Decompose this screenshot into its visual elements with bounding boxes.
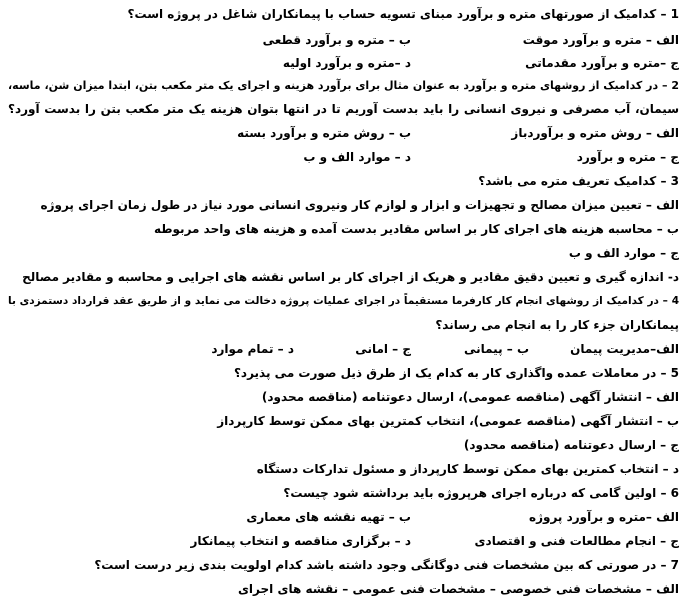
q1-option-a[interactable]: الف – متره و برآورد موقت — [522, 33, 679, 47]
q3-option-a[interactable]: الف – تعیین میزان مصالح و تجهیزات و ابزار و لوازم کار ونیروی انسانی مورد نیاز در طول زمان اجرای پروژه — [40, 198, 679, 212]
q4-option-a[interactable]: الف–مدیریت پیمان — [570, 342, 679, 356]
question-6: 6 – اولین گامی که درباره اجرای هرپروژه باید برداشته شود چیست؟ — [283, 486, 679, 500]
q6-option-c[interactable]: ج – انجام مطالعات فنی و اقتصادی — [474, 534, 679, 548]
question-1-options-row-2 — [8, 52, 679, 74]
q6-option-a[interactable]: الف –متره و برآورد پروژه — [529, 510, 679, 524]
question-1: 1 – کدامیک از صورتهای متره و برآورد مبنای تسویه حساب با پیمانکاران شاغل در پروژه است؟ — [127, 7, 679, 21]
q5-option-c[interactable]: ج – ارسال دعوتنامه (مناقصه محدود) — [463, 438, 679, 452]
q1-option-c[interactable]: ج –متره و برآورد مقدماتی — [525, 56, 679, 70]
q2-option-d[interactable]: د – موارد الف و ب — [303, 150, 411, 164]
q1-option-b[interactable]: ب – متره و برآورد قطعی — [262, 33, 411, 47]
question-4-options — [8, 338, 679, 360]
question-3: 3 – کدامیک تعریف متره می باشد؟ — [478, 174, 679, 188]
q4-option-c[interactable]: ج – امانی — [355, 342, 411, 356]
q5-option-d[interactable]: د – انتخاب کمترین بهای ممکن توسط کارپرداز و مسئول تدارکات دستگاه — [256, 462, 679, 476]
q3-option-c[interactable]: ج – موارد الف و ب — [568, 246, 679, 260]
q4-option-b[interactable]: ب – پیمانی — [463, 342, 529, 356]
q7-option-a[interactable]: الف – مشخصات فنی خصوصی – مشخصات فنی عمومی – نقشه های اجرای — [237, 582, 679, 596]
question-4-line-2: پیمانکاران جزء کار را به انجام می رساند؟ — [435, 318, 679, 332]
q2-option-c[interactable]: ج – متره و برآورد — [576, 150, 679, 164]
q3-option-d[interactable]: د- اندازه گیری و تعیین دقیق مقادیر و هریک از اجرای کار بر اساس نقشه های اجرایی و محاسبه و مقادیر مصالح — [22, 270, 679, 284]
q5-option-b[interactable]: ب – انتشار آگهی (مناقصه عمومی)، انتخاب کمترین بهای ممکن توسط کارپرداز — [217, 414, 679, 428]
q2-option-b[interactable]: ب – روش متره و برآورد بسته — [237, 126, 411, 140]
question-4-line-1: 4 – در کدامیک از روشهای انجام کار کارفرما مستقیماً در اجرای عملیات پروژه دخالت می نماید و از طریق عقد قرارداد دستمزدی با — [8, 295, 679, 307]
q4-option-d[interactable]: د – تمام موارد — [211, 342, 294, 356]
q2-option-a[interactable]: الف – روش متره و برآوردباز — [511, 126, 679, 140]
question-1-options-row-1 — [8, 29, 679, 51]
q3-option-b[interactable]: ب – محاسبه هزینه های اجرای کار بر اساس مقادیر بدست آمده و هزینه های واحد مربوطه — [153, 222, 679, 236]
question-2-options-row-2 — [8, 146, 679, 168]
q1-option-d[interactable]: د –متره و برآورد اولیه — [282, 56, 411, 70]
q6-option-d[interactable]: د – برگزاری مناقصه و انتخاب پیمانکار — [190, 534, 411, 548]
question-6-options-row-2 — [8, 530, 679, 552]
question-2-options-row-1 — [8, 122, 679, 144]
question-5: 5 – در معاملات عمده واگذاری کار به کدام یک از طرق ذیل صورت می پذیرد؟ — [233, 366, 679, 380]
question-7: 7 – در صورتی که بین مشخصات فنی دوگانگی وجود داشته باشد کدام اولویت بندی زیر درست است؟ — [94, 558, 679, 572]
q6-option-b[interactable]: ب – تهیه نقشه های معماری — [246, 510, 411, 524]
question-6-options-row-1 — [8, 506, 679, 528]
q5-option-a[interactable]: الف – انتشار آگهی (مناقصه عمومی)، ارسال دعوتنامه (مناقصه محدود) — [261, 390, 679, 404]
question-2-line-1: 2 – در کدامیک از روشهای متره و برآورد به عنوان مثال برای برآورد هزینه و اجرای یک متر مکعب بتن، ابتدا میزان شن، ماسه، — [8, 79, 679, 92]
question-2-line-2: سیمان، آب مصرفی و نیروی انسانی را باید بدست آوریم تا در انتها بتوان هزینه یک متر مکعب بتن را بدست آورد؟ — [8, 102, 679, 116]
